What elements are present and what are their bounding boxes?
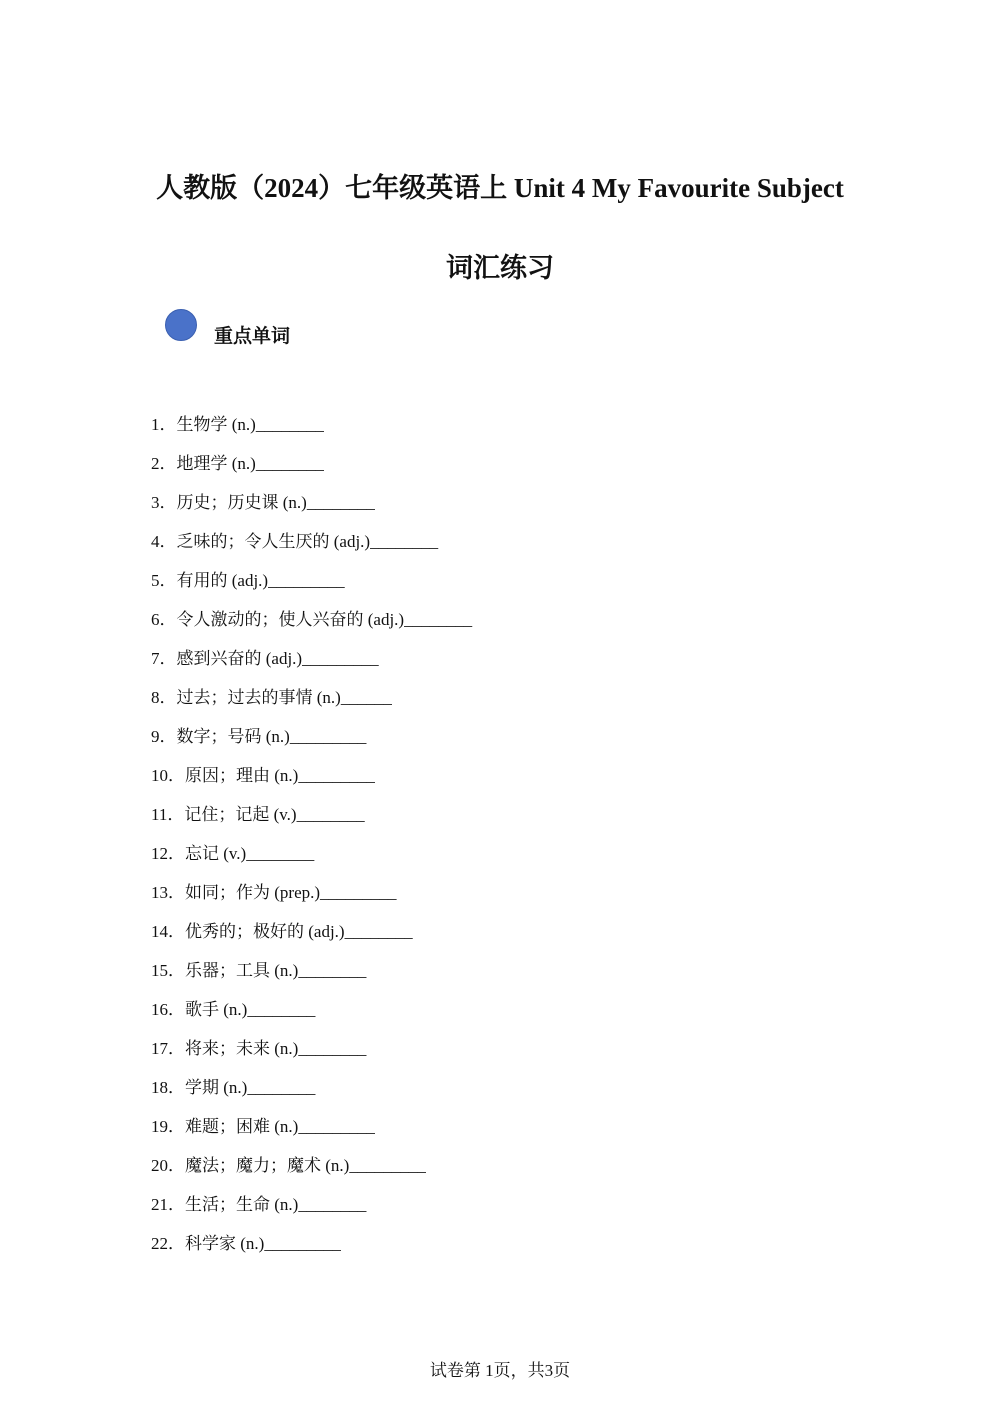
vocab-item-text: 原因；理由 (n.)_________ [185,766,375,785]
vocab-item-text: 数字；号码 (n.)_________ [176,727,367,746]
vocab-item-text: 忘记 (v.)________ [185,844,315,863]
vocab-item-number: 17． [151,1039,185,1058]
vocab-item [151,1153,472,1192]
vocab-item [151,802,472,841]
vocab-item [151,1036,472,1075]
vocab-item-text: 优秀的；极好的 (adj.)________ [185,922,413,941]
vocab-item [151,724,472,763]
vocab-item [151,685,472,724]
vocab-item-number: 2． [151,454,177,473]
vocab-item-text: 学期 (n.)________ [185,1078,316,1097]
vocab-item [151,1231,472,1270]
vocab-item-number: 16． [151,1000,185,1019]
vocab-item-text: 令人激动的；使人兴奋的 (adj.)________ [176,610,473,629]
vocab-item-number: 7． [151,649,177,668]
vocabulary-list [151,412,472,1270]
vocab-item [151,880,472,919]
vocab-item-number: 21． [151,1195,185,1214]
section-heading: 重点单词 [214,324,291,347]
vocab-item-text: 记住；记起 (v.)________ [184,805,365,824]
vocab-item [151,841,472,880]
vocab-item-number: 22． [151,1234,185,1253]
vocab-item-text: 魔法；魔力；魔术 (n.)_________ [185,1156,426,1175]
vocab-item-number: 13． [151,883,185,902]
page-title: 人教版（2024）七年级英语上 Unit 4 My Favourite Subject [156,173,844,203]
vocab-item [151,919,472,958]
vocab-item-number: 12． [151,844,185,863]
vocab-item [151,958,472,997]
vocab-item [151,646,472,685]
vocab-item-number: 19． [151,1117,185,1136]
vocab-item-text: 乏味的；令人生厌的 (adj.)________ [176,532,439,551]
vocab-item-text: 如同；作为 (prep.)_________ [185,883,397,902]
vocab-item-text: 生物学 (n.)________ [176,415,324,434]
vocab-item [151,1075,472,1114]
section-header [165,306,291,347]
vocab-item [151,997,472,1036]
vocab-item-number: 10． [151,766,185,785]
vocab-item [151,490,472,529]
vocab-item-number: 15． [151,961,185,980]
vocab-item [151,1114,472,1153]
vocab-item-text: 有用的 (adj.)_________ [176,571,345,590]
vocab-item-text: 历史；历史课 (n.)________ [176,493,375,512]
vocab-item-text: 生活；生命 (n.)________ [185,1195,367,1214]
vocab-item-number: 20． [151,1156,185,1175]
vocab-item-text: 将来；未来 (n.)________ [185,1039,367,1058]
circle-bullet-icon [165,309,197,341]
vocab-item-number: 14． [151,922,185,941]
vocab-item-text: 难题；困难 (n.)_________ [185,1117,375,1136]
vocab-item [151,568,472,607]
vocab-item-text: 过去；过去的事情 (n.)______ [176,688,392,707]
vocab-item-number: 3． [151,493,177,512]
vocab-item [151,412,472,451]
vocab-item [151,607,472,646]
vocab-item-number: 18． [151,1078,185,1097]
vocab-item-text: 科学家 (n.)_________ [185,1234,341,1253]
vocab-item-number: 11． [151,805,185,824]
vocab-item-number: 5． [151,571,177,590]
vocab-item [151,1192,472,1231]
vocab-item [151,763,472,802]
vocab-item-text: 歌手 (n.)________ [185,1000,316,1019]
page-subtitle: 词汇练习 [446,253,554,283]
vocab-item-number: 8． [151,688,177,707]
vocab-item-text: 乐器；工具 (n.)________ [185,961,367,980]
vocab-item [151,529,472,568]
vocab-item-number: 6． [151,610,177,629]
vocab-item-number: 9． [151,727,177,746]
vocab-item-text: 地理学 (n.)________ [176,454,324,473]
vocab-item-text: 感到兴奋的 (adj.)_________ [176,649,379,668]
vocab-item-number: 1． [151,415,177,434]
vocab-item-number: 4． [151,532,177,551]
vocab-item [151,451,472,490]
page-footer: 试卷第 1页，共3页 [429,1361,571,1380]
